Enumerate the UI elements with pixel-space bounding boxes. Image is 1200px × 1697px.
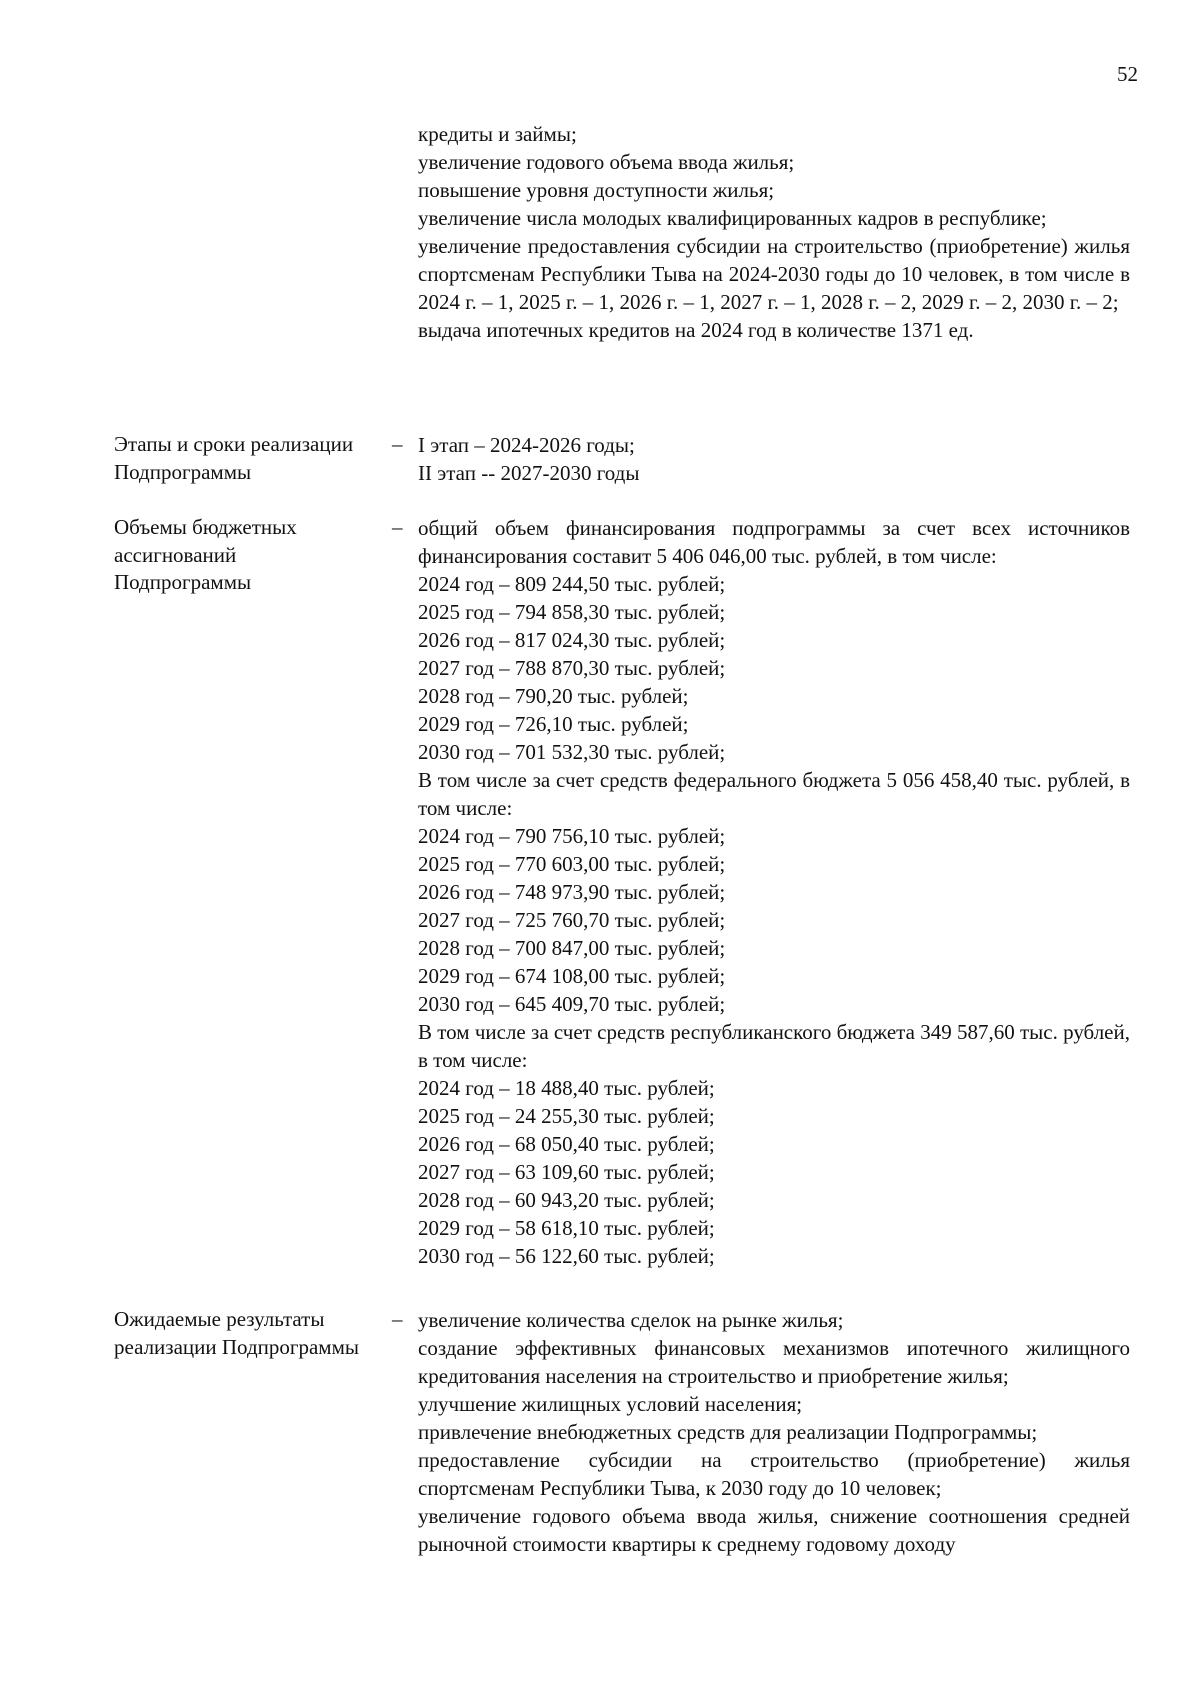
- result-line: создание эффективных финансовых механизмов ипотечного жилищного кредитования населения на строительство и приобретение жилья;: [418, 1336, 1130, 1388]
- budget-line: 2026 год – 68 050,40 тыс. рублей;: [418, 1132, 715, 1156]
- budget-content: [418, 514, 1130, 1270]
- budget-line: В том числе за счет средств федерального бюджета 5 056 458,40 тыс. рублей, в том числе:: [418, 768, 1130, 820]
- intro-line: выдача ипотечных кредитов на 2024 год в количестве 1371 ед.: [418, 318, 974, 342]
- result-line: увеличение количества сделок на рынке жилья;: [418, 1308, 844, 1332]
- stages-label: Этапы и сроки реализации Подпрограммы: [114, 432, 354, 484]
- budget-line: общий объем финансирования подпрограммы за счет всех источников финансирования составит 5 406 046,00 тыс. рублей, в том числе:: [418, 516, 1130, 568]
- budget-line: 2029 год – 58 618,10 тыс. рублей;: [418, 1216, 715, 1240]
- budget-line: 2025 год – 794 858,30 тыс. рублей;: [418, 600, 726, 624]
- budget-line: 2026 год – 817 024,30 тыс. рублей;: [418, 628, 726, 652]
- intro-line: увеличение числа молодых квалифицированных кадров в республике;: [418, 206, 1047, 230]
- budget-line: 2029 год – 674 108,00 тыс. рублей;: [418, 964, 726, 988]
- intro-line: кредиты и займы;: [418, 122, 577, 146]
- budget-line: 2026 год – 748 973,90 тыс. рублей;: [418, 880, 726, 904]
- budget-line: 2028 год – 60 943,20 тыс. рублей;: [418, 1188, 715, 1212]
- budget-line: 2025 год – 24 255,30 тыс. рублей;: [418, 1104, 715, 1128]
- budget-line: 2030 год – 56 122,60 тыс. рублей;: [418, 1244, 715, 1268]
- budget-line: 2030 год – 701 532,30 тыс. рублей;: [418, 740, 726, 764]
- stages-content: [418, 431, 1130, 487]
- budget-line: 2027 год – 788 870,30 тыс. рублей;: [418, 656, 726, 680]
- budget-line: 2024 год – 18 488,40 тыс. рублей;: [418, 1076, 715, 1100]
- results-content: [418, 1306, 1130, 1558]
- budget-line: 2028 год – 790,20 тыс. рублей;: [418, 684, 689, 708]
- stages-dash: –: [392, 432, 403, 456]
- result-line: привлечение внебюджетных средств для реализации Подпрограммы;: [418, 1420, 1038, 1444]
- result-line: улучшение жилищных условий населения;: [418, 1392, 803, 1416]
- budget-dash: –: [392, 515, 403, 539]
- result-line: предоставление субсидии на строительство (приобретение) жилья спортсменам Республики Тыва, к 2030 году до 10 человек;: [418, 1448, 1130, 1500]
- results-label: Ожидаемые результаты реализации Подпрограммы: [114, 1307, 359, 1359]
- budget-line: 2024 год – 809 244,50 тыс. рублей;: [418, 572, 726, 596]
- budget-line: 2024 год – 790 756,10 тыс. рублей;: [418, 824, 726, 848]
- budget-label: Объемы бюджетных ассигнований Подпрограммы: [114, 515, 297, 594]
- intro-line: увеличение предоставления субсидии на строительство (приобретение) жилья спортсменам Республики Тыва на 2024-2030 годы до 10 человек, в том числе в 2024 г. – 1, 2025 г. – 1, 2026 г. – 1, 2027 г. – 1, 2028 г. – 2, 2029 г. – 2, 2030 г. – 2;: [418, 234, 1130, 314]
- stage-line: I этап – 2024-2026 годы;: [418, 433, 635, 457]
- budget-line: 2030 год – 645 409,70 тыс. рублей;: [418, 992, 726, 1016]
- intro-line: повышение уровня доступности жилья;: [418, 178, 775, 202]
- budget-line: 2025 год – 770 603,00 тыс. рублей;: [418, 852, 726, 876]
- intro-content: [418, 120, 1130, 344]
- budget-line: 2028 год – 700 847,00 тыс. рублей;: [418, 936, 726, 960]
- budget-line: 2027 год – 63 109,60 тыс. рублей;: [418, 1160, 715, 1184]
- budget-line: 2029 год – 726,10 тыс. рублей;: [418, 712, 689, 736]
- stage-line: II этап -- 2027-2030 годы: [418, 461, 640, 485]
- results-dash: –: [392, 1307, 403, 1331]
- page-number: 52: [1117, 62, 1138, 86]
- budget-line: В том числе за счет средств республиканского бюджета 349 587,60 тыс. рублей, в том числе:: [418, 1020, 1130, 1072]
- result-line: увеличение годового объема ввода жилья, снижение соотношения средней рыночной стоимости квартиры к среднему годовому доходу: [418, 1504, 1130, 1556]
- intro-line: увеличение годового объема ввода жилья;: [418, 150, 795, 174]
- budget-line: 2027 год – 725 760,70 тыс. рублей;: [418, 908, 726, 932]
